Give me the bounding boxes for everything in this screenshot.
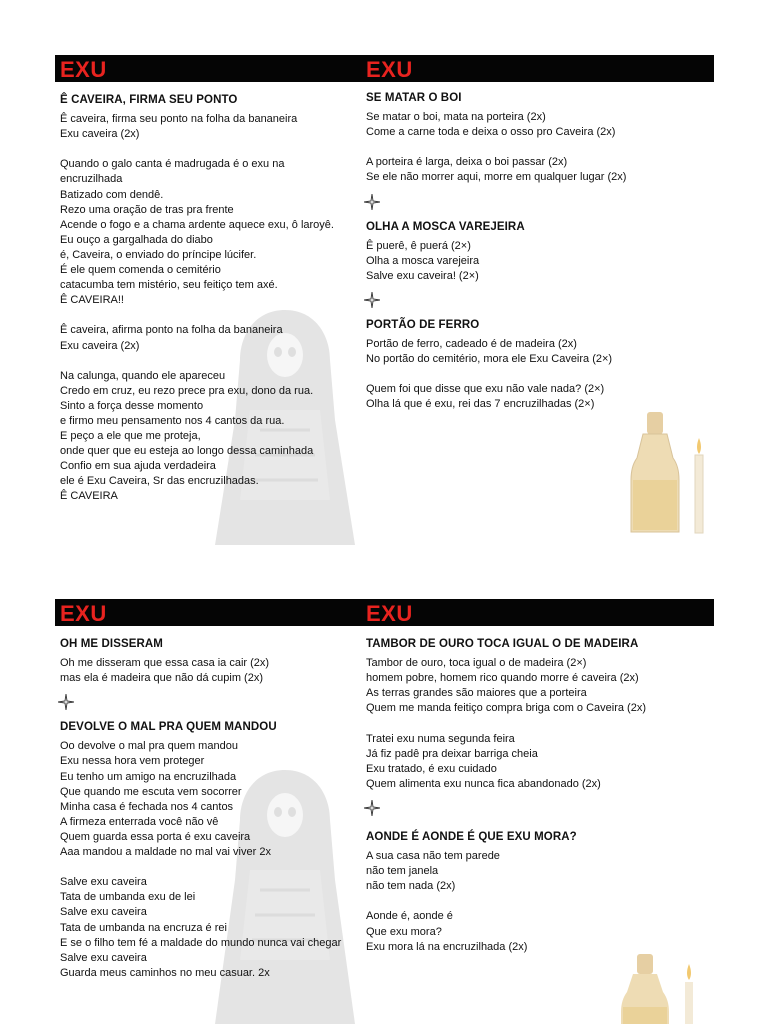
lyric-line: Quem guarda essa porta é exu caveira xyxy=(60,830,251,843)
lyric-line: Eu tenho um amigo na encruzilhada xyxy=(60,770,237,783)
song-title: SE MATAR O BOI xyxy=(366,92,462,104)
lyric-line: Olha a mosca varejeira xyxy=(366,254,480,267)
lyric-line: E se o filho tem fé a maldade do mundo nunca vai chegar xyxy=(60,936,342,949)
lyric-line: Olha lá que é exu, rei das 7 encruzilhadas (2×) xyxy=(366,398,595,411)
lyric-line xyxy=(366,367,626,382)
lyric-line: homem pobre, homem rico quando morre é caveira (2x) xyxy=(366,672,639,685)
sparkle-divider-icon xyxy=(58,694,74,710)
lyric-line: Minha casa é fechada nos 4 cantos xyxy=(60,800,234,813)
lyric-line: Oh me disseram que essa casa ia cair (2x) xyxy=(60,657,270,670)
song-title: OH ME DISSERAM xyxy=(60,638,163,650)
lyric-line: Exu tratado, é exu cuidado xyxy=(366,762,497,775)
lyric-line: encruzilhada xyxy=(60,173,123,186)
lyric-line: ele é Exu Caveira, Sr das encruzilhadas. xyxy=(60,475,259,488)
section-header-bar xyxy=(55,55,714,82)
lyric-line: Já fiz padê pra deixar barriga cheia xyxy=(366,747,538,760)
lyric-line: No portão do cemitério, mora ele Exu Caveira (2×) xyxy=(366,353,613,366)
song-column xyxy=(60,637,341,981)
lyric-line: Ê caveira, firma seu ponto na folha da bananeira xyxy=(60,113,298,126)
lyric-line: Ê caveira, afirma ponto na folha da bananeira xyxy=(60,324,283,337)
song-title: AONDE É AONDE É QUE EXU MORA? xyxy=(366,830,577,843)
song-lyrics xyxy=(366,849,646,955)
song-title: OLHA A MOSCA VAREJEIRA xyxy=(366,220,525,233)
lyric-line xyxy=(366,716,646,731)
song-lyrics xyxy=(366,110,626,185)
sparkle-divider-icon xyxy=(364,800,380,816)
lyric-line: Exu caveira (2x) xyxy=(60,128,140,141)
lyric-line: Exu nessa hora vem proteger xyxy=(60,755,205,768)
song-lyrics xyxy=(60,112,334,504)
song-title: PORTÃO DE FERRO xyxy=(366,318,480,331)
lyric-line: Oo devolve o mal pra quem mandou xyxy=(60,740,238,753)
lyric-line: Quem foi que disse que exu não vale nada? (2×) xyxy=(366,383,605,396)
song-column xyxy=(60,93,334,505)
lyric-line: Salve exu caveira xyxy=(60,876,147,889)
section-header-title: EXU xyxy=(60,601,107,626)
lyric-line: Rezo uma oração de tras pra frente xyxy=(60,203,234,216)
song-lyrics xyxy=(60,739,341,981)
lyric-line: Tata de umbanda na encruza é rei xyxy=(60,921,227,934)
lyric-line xyxy=(60,142,334,157)
lyric-line xyxy=(366,894,646,909)
lyric-line: Ê puerê, ê puerá (2×) xyxy=(366,239,471,252)
lyric-line: Quem me manda feitiço compra briga com o Caveira (2x) xyxy=(366,702,646,715)
lyric-line: Acende o fogo e a chama ardente aquece exu, ô laroyê. xyxy=(60,218,334,231)
song-title: DEVOLVE O MAL PRA QUEM MANDOU xyxy=(60,721,277,734)
song-column xyxy=(366,91,626,413)
bottle-and-candle-illustration xyxy=(625,410,715,535)
lyric-line: Quando o galo canta é madrugada é o exu na xyxy=(60,158,285,171)
lyric-line: Salve exu caveira xyxy=(60,951,147,964)
section-header-title: EXU xyxy=(366,601,413,626)
lyric-line: Ê CAVEIRA xyxy=(60,490,118,503)
lyric-line: Salve exu caveira! (2×) xyxy=(366,269,479,282)
lyric-line: Come a carne toda e deixa o osso pro Caveira (2x) xyxy=(366,126,616,139)
lyric-line: não tem janela xyxy=(366,865,439,878)
lyric-line: É ele quem comenda o cemitério xyxy=(60,264,221,277)
lyric-line: Credo em cruz, eu rezo prece pra exu, dono da rua. xyxy=(60,384,314,397)
lyric-line: Na calunga, quando ele apareceu xyxy=(60,369,226,382)
lyric-line: Ê CAVEIRA!! xyxy=(60,294,124,307)
lyric-line: Exu mora lá na encruzilhada (2x) xyxy=(366,940,528,953)
lyric-line: Tratei exu numa segunda feira xyxy=(366,732,515,745)
song-lyrics xyxy=(366,337,626,412)
lyric-line: e firmo meu pensamento nos 4 cantos da rua. xyxy=(60,414,285,427)
lyric-line xyxy=(60,354,334,369)
song-lyrics xyxy=(366,239,626,284)
lyric-line: Que quando me escuta vem socorrer xyxy=(60,785,242,798)
bottle-and-candle-illustration xyxy=(615,952,705,1024)
lyric-line: Guarda meus caminhos no meu casuar. 2x xyxy=(60,966,270,979)
section-header-title: EXU xyxy=(60,57,107,82)
song-title: Ê CAVEIRA, FIRMA SEU PONTO xyxy=(60,94,238,106)
lyric-line: é, Caveira, o enviado do príncipe lúcifer. xyxy=(60,248,257,261)
lyric-line xyxy=(366,140,626,155)
lyric-line: Batizado com dendê. xyxy=(60,188,164,201)
lyric-line: Que exu mora? xyxy=(366,925,442,938)
lyric-line: Portão de ferro, cadeado é de madeira (2x) xyxy=(366,338,577,351)
song-title: TAMBOR DE OURO TOCA IGUAL O DE MADEIRA xyxy=(366,638,639,650)
lyric-line: Se ele não morrer aqui, morre em qualquer lugar (2x) xyxy=(366,171,627,184)
lyric-line xyxy=(60,308,334,323)
lyric-line: A firmeza enterrada você não vê xyxy=(60,815,219,828)
lyric-line: Quem alimenta exu nunca fica abandonado (2x) xyxy=(366,777,601,790)
lyric-line: Salve exu caveira xyxy=(60,906,147,919)
song-lyrics xyxy=(366,656,646,792)
song-lyrics xyxy=(60,656,341,686)
lyric-line: Aaa mandou a maldade no mal vai viver 2x xyxy=(60,846,271,859)
lyric-line xyxy=(60,860,341,875)
lyric-line: Se matar o boi, mata na porteira (2x) xyxy=(366,111,546,124)
section-header-bar xyxy=(55,599,714,626)
lyric-line: não tem nada (2x) xyxy=(366,880,456,893)
lyric-line: mas ela é madeira que não dá cupim (2x) xyxy=(60,672,263,685)
lyric-line: onde quer que eu esteja ao longo dessa caminhada xyxy=(60,445,314,458)
sparkle-divider-icon xyxy=(364,292,380,308)
lyric-line: catacumba tem mistério, seu feitiço tem axé. xyxy=(60,279,278,292)
lyric-line: As terras grandes são maiores que a porteira xyxy=(366,687,587,700)
sparkle-divider-icon xyxy=(364,194,380,210)
section-header-title: EXU xyxy=(366,57,413,82)
lyric-line: Tata de umbanda exu de lei xyxy=(60,891,196,904)
lyric-line: Exu caveira (2x) xyxy=(60,339,140,352)
lyric-line: E peço a ele que me proteja, xyxy=(60,430,201,443)
lyric-line: Eu ouço a gargalhada do diabo xyxy=(60,233,213,246)
lyric-line: A porteira é larga, deixa o boi passar (2x) xyxy=(366,156,568,169)
lyric-line: Aonde é, aonde é xyxy=(366,910,453,923)
lyric-line: Sinto a força desse momento xyxy=(60,399,204,412)
song-column xyxy=(366,637,646,955)
lyric-line: A sua casa não tem parede xyxy=(366,850,500,863)
lyric-line: Tambor de ouro, toca igual o de madeira (2×) xyxy=(366,657,587,670)
lyric-line: Confio em sua ajuda verdadeira xyxy=(60,460,216,473)
